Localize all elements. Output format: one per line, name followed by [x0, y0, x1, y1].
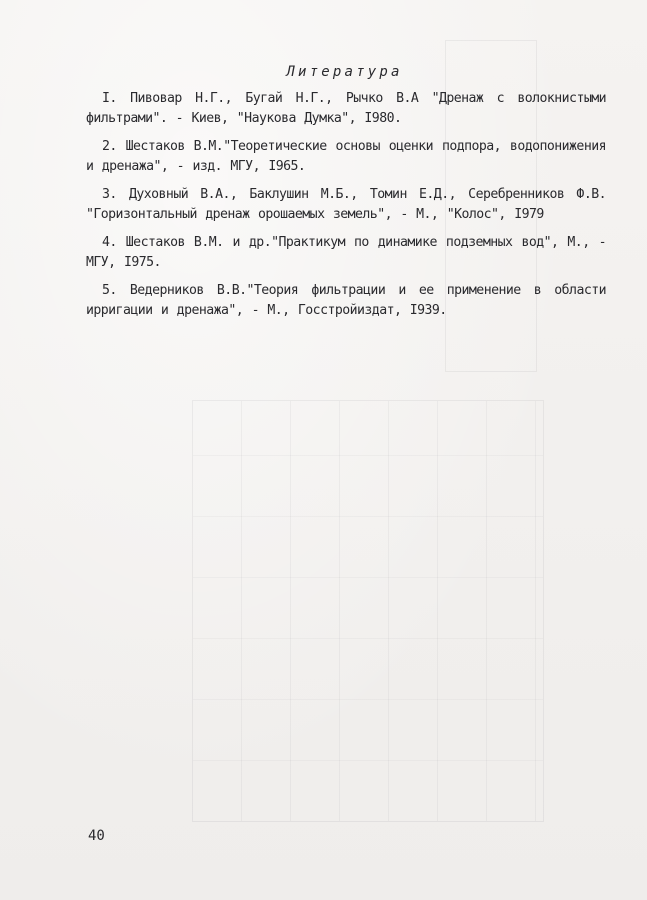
reference-item-3: 3. Духовный В.А., Баклушин М.Б., Томин Е.Д., Серебренников Ф.В. "Горизонтальный дренаж орошаемых земель", - М., "Колос", I979	[86, 187, 606, 222]
bleed-through-table	[192, 400, 544, 822]
reference-item-4: 4. Шестаков В.М. и др."Практикум по динамике подземных вод", М., - МГУ, I975.	[86, 235, 606, 270]
reference-item-2: 2. Шестаков В.М."Теоретические основы оценки подпора, водопонижения и дренажа", - изд. МГУ, I965.	[86, 139, 606, 174]
page-number: 40	[88, 828, 105, 844]
reference-item-5: 5. Ведерников В.В."Теория фильтрации и ее применение в области ирригации и дренажа", - М., Госстройиздат, I939.	[86, 283, 606, 318]
reference-item-1: I. Пивовар Н.Г., Бугай Н.Г., Рычко В.А "Дренаж с волокнистыми фильтрами". - Киев, "Наукова Думка", I980.	[86, 91, 606, 126]
section-heading: Литература	[286, 64, 403, 80]
reference-list	[86, 89, 606, 329]
